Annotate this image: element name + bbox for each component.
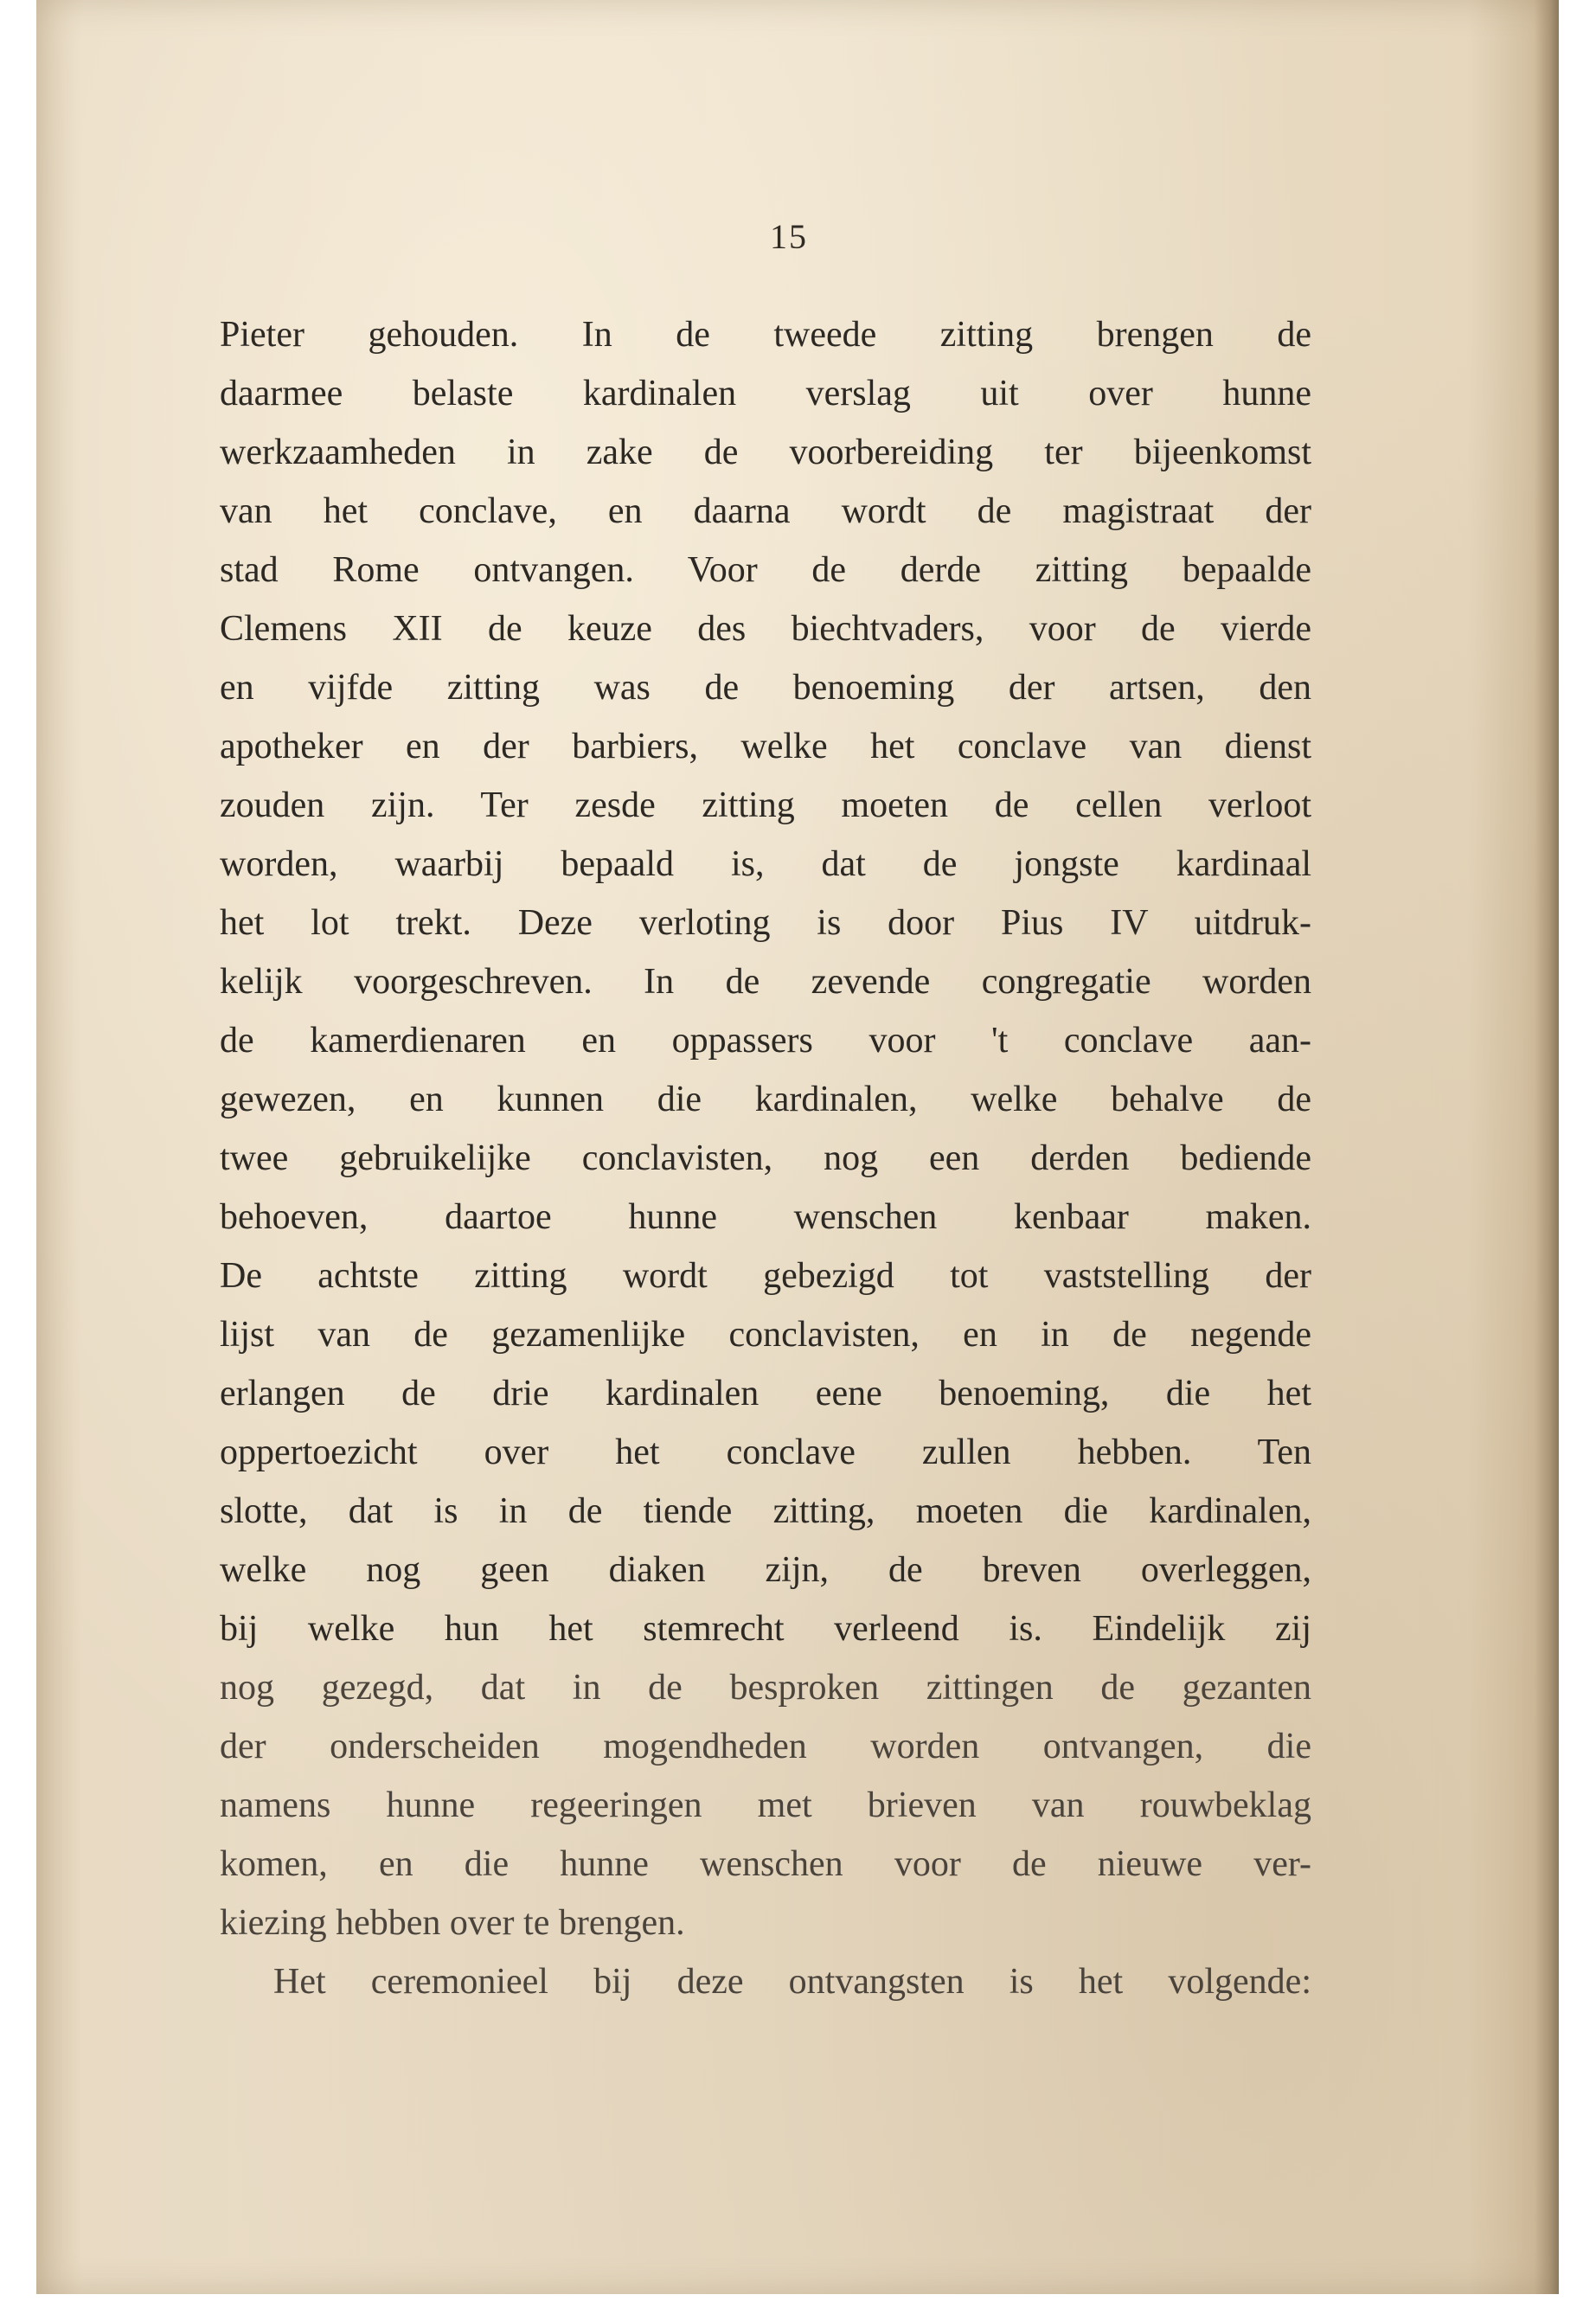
text-line: Clemens XII de keuze des biechtvaders, voor de vierde	[220, 609, 1311, 649]
text-line: Pieter gehouden. In de tweede zitting brengen de	[220, 315, 1311, 355]
text-line: kelijk voorgeschreven. In de zevende congregatie worden	[220, 962, 1311, 1002]
text-line: het lot trekt. Deze verloting is door Pius IV uitdruk-	[220, 903, 1311, 943]
text-line: gewezen, en kunnen die kardinalen, welke behalve de	[220, 1080, 1311, 1119]
text-line: lijst van de gezamenlijke conclavisten, en in de negende	[220, 1315, 1311, 1355]
text-line: der onderscheiden mogendheden worden ontvangen, die	[220, 1727, 1311, 1766]
text-line: komen, en die hunne wenschen voor de nieuwe ver-	[220, 1844, 1311, 1884]
text-line: bij welke hun het stemrecht verleend is. Eindelijk zij	[220, 1609, 1311, 1649]
text-line: stad Rome ontvangen. Voor de derde zitting bepaalde	[220, 550, 1311, 590]
text-line: De achtste zitting wordt gebezigd tot vaststelling der	[220, 1256, 1311, 1296]
text-line: zouden zijn. Ter zesde zitting moeten de cellen verloot	[220, 785, 1311, 825]
text-line: slotte, dat is in de tiende zitting, moeten die kardinalen,	[220, 1491, 1311, 1531]
text-line: worden, waarbij bepaald is, dat de jongste kardinaal	[220, 844, 1311, 884]
text-line: kiezing hebben over te brengen.	[220, 1903, 685, 1943]
text-line: nog gezegd, dat in de besproken zittingen de gezanten	[220, 1668, 1311, 1708]
text-line: werkzaamheden in zake de voorbereiding ter bijeenkomst	[220, 433, 1311, 472]
text-line: van het conclave, en daarna wordt de magistraat der	[220, 491, 1311, 531]
text-line: Het ceremonieel bij deze ontvangsten is het volgende:	[273, 1962, 1311, 2002]
text-line: namens hunne regeeringen met brieven van rouwbeklag	[220, 1785, 1311, 1825]
text-line: twee gebruikelijke conclavisten, nog een derden bediende	[220, 1138, 1311, 1178]
body-text	[220, 305, 1311, 2011]
text-line: daarmee belaste kardinalen verslag uit over hunne	[220, 374, 1311, 413]
text-line: welke nog geen diaken zijn, de breven overleggen,	[220, 1550, 1311, 1590]
text-line: apotheker en der barbiers, welke het conclave van dienst	[220, 727, 1311, 766]
book-page	[36, 0, 1559, 2294]
text-line: de kamerdienaren en oppassers voor 't conclave aan-	[220, 1021, 1311, 1061]
text-line: en vijfde zitting was de benoeming der artsen, den	[220, 668, 1311, 708]
text-line: erlangen de drie kardinalen eene benoeming, die het	[220, 1374, 1311, 1413]
page-number: 15	[770, 217, 808, 256]
page-edge-shadow	[1535, 0, 1559, 2294]
text-line: oppertoezicht over het conclave zullen hebben. Ten	[220, 1433, 1311, 1472]
text-line: behoeven, daartoe hunne wenschen kenbaar maken.	[220, 1197, 1311, 1237]
